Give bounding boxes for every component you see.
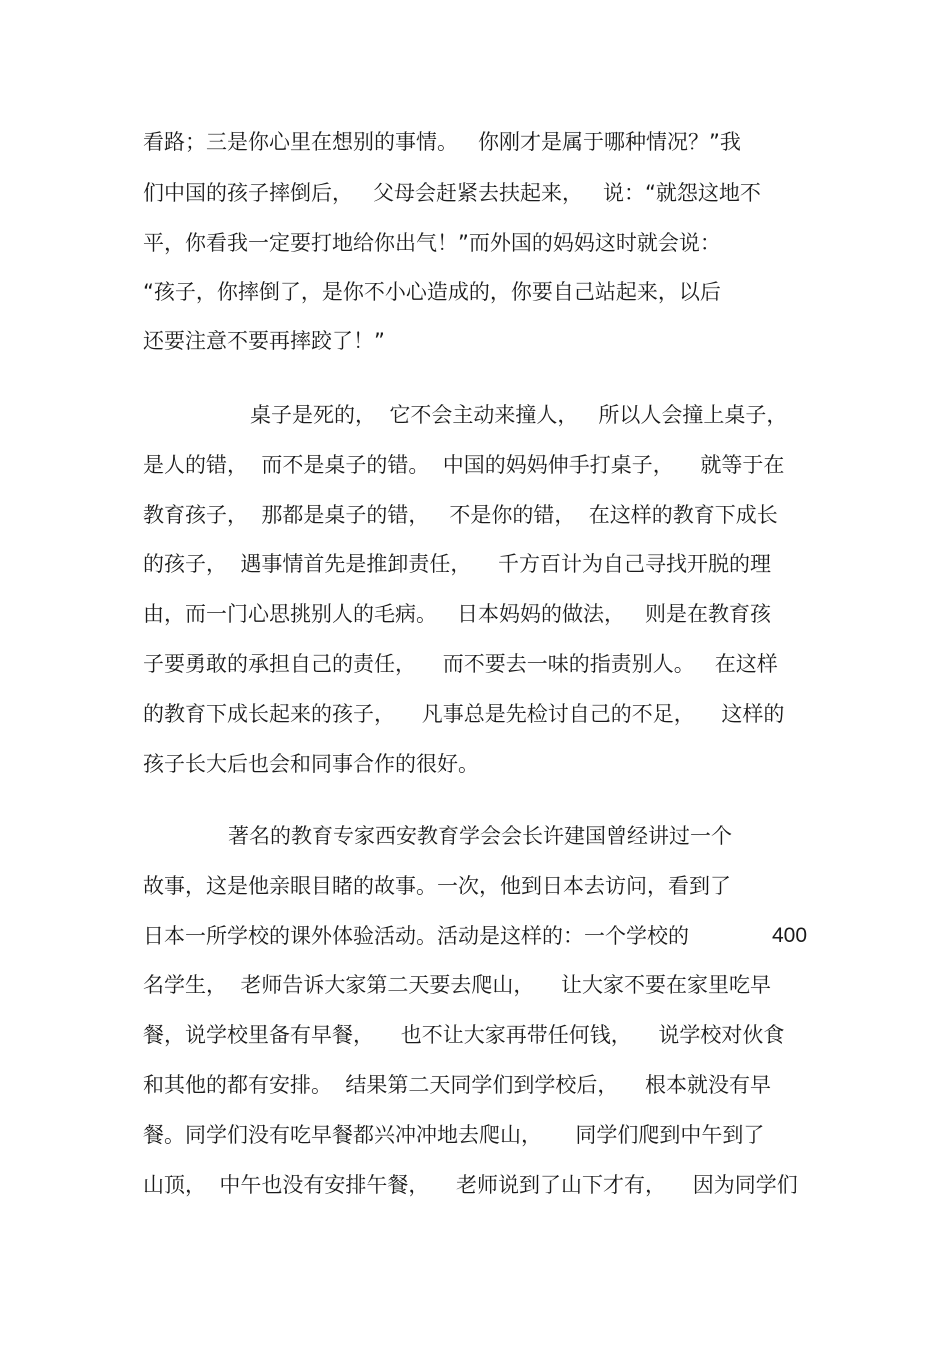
text-line: 的孩子， 遇事情首先是推卸责任， 千方百计为自己寻找开脱的理 — [143, 552, 772, 576]
text-line: 山顶， 中午也没有安排午餐， 老师说到了山下才有， 因为同学们 — [143, 1173, 798, 1197]
text-line: 著名的教育专家西安教育学会会长许建国曾经讲过一个 — [228, 824, 732, 848]
text-line: 们中国的孩子摔倒后， 父母会赶紧去扶起来， 说：“就怨这地不 — [143, 181, 761, 205]
text-line: “孩子，你摔倒了，是你不小心造成的，你要自己站起来，以后 — [143, 280, 721, 304]
text-line: 日本一所学校的课外体验活动。活动是这样的：一个学校的 — [143, 924, 689, 948]
student-count: 400 — [772, 924, 808, 947]
text-line: 看路；三是你心里在想别的事情。 你刚才是属于哪种情况？”我 — [143, 130, 741, 154]
text-line: 餐。同学们没有吃早餐都兴冲冲地去爬山， 同学们爬到中午到了 — [143, 1123, 765, 1147]
text-line: 由，而一门心思挑别人的毛病。 日本妈妈的做法， 则是在教育孩 — [143, 602, 772, 626]
text-line: 名学生， 老师告诉大家第二天要去爬山， 让大家不要在家里吃早 — [143, 973, 772, 997]
text-line: 还要注意不要再摔跤了！” — [143, 329, 385, 353]
text-line: 餐，说学校里备有早餐， 也不让大家再带任何钱， 说学校对伙食 — [143, 1023, 785, 1047]
text-line: 故事，这是他亲眼目睹的故事。一次，他到日本去访问，看到了 — [143, 874, 731, 898]
text-line: 的教育下成长起来的孩子， 凡事总是先检讨自己的不足， 这样的 — [143, 702, 785, 726]
text-line: 子要勇敢的承担自己的责任， 而不要去一味的指责别人。 在这样 — [143, 652, 778, 676]
text-line: 教育孩子， 那都是桌子的错， 不是你的错， 在这样的教育下成长 — [143, 503, 778, 527]
text-line: 桌子是死的， 它不会主动来撞人， 所以人会撞上桌子， — [250, 403, 788, 427]
text-line: 和其他的都有安排。 结果第二天同学们到学校后， 根本就没有早 — [143, 1073, 772, 1097]
text-line: 是人的错， 而不是桌子的错。 中国的妈妈伸手打桌子， 就等于在 — [143, 453, 785, 477]
text-line: 孩子长大后也会和同事合作的很好。 — [143, 752, 479, 776]
text-line: 平，你看我一定要打地给你出气！”而外国的妈妈这时就会说： — [143, 231, 721, 255]
